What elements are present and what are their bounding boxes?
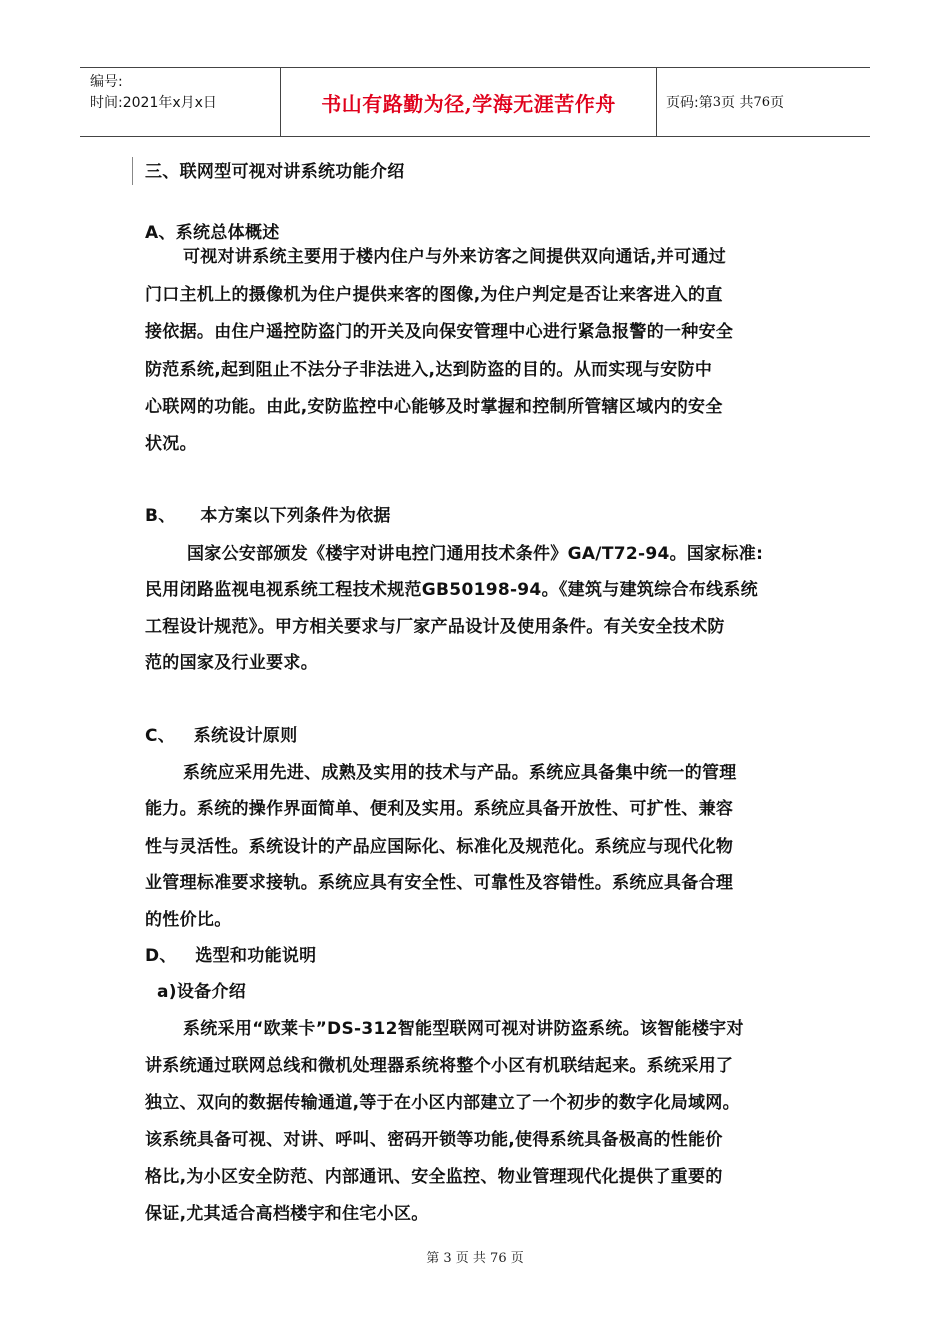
page-suffix: 页	[770, 95, 784, 111]
paragraph-line: 系统采用“欧莱卡”DS-312智能型联网可视对讲防盗系统。该智能楼宇对	[183, 1019, 744, 1039]
paragraph-line: 可视对讲系统主要用于楼内住户与外来访客之间提供双向通话,并可通过	[183, 247, 727, 267]
paragraph-line: 系统应采用先进、成熟及实用的技术与产品。系统应具备集中统一的管理	[183, 763, 737, 783]
paragraph-line: 接依据。由住户遥控防盗门的开关及向保安管理中心进行紧急报警的一种安全	[145, 322, 734, 342]
paragraph-line: 能力。系统的操作界面简单、便利及实用。系统应具备开放性、可扩性、兼容	[145, 799, 734, 819]
paragraph-line: 的性价比。	[145, 910, 232, 930]
paragraph-line: 独立、双向的数据传输通道,等于在小区内部建立了一个初步的数字化局域网。	[145, 1093, 740, 1113]
paragraph-line: 范的国家及行业要求。	[145, 653, 318, 673]
page-mid: 页 共	[721, 95, 754, 111]
paragraph-line: 性与灵活性。系统设计的产品应国际化、标准化及规范化。系统应与现代化物	[145, 837, 734, 857]
heading-b: B、 本方案以下列条件为依据	[145, 506, 391, 526]
paragraph-line: 格比,为小区安全防范、内部通讯、安全监控、物业管理现代化提供了重要的	[145, 1167, 723, 1187]
header-meta	[80, 68, 280, 140]
header-motto: 书山有路勤为径,学海无涯苦作舟	[280, 68, 657, 136]
paragraph-line: 防范系统,起到阻止不法分子非法进入,达到防盗的目的。从而实现与安防中	[145, 360, 713, 380]
paragraph-line: 门口主机上的摄像机为住户提供来客的图像,为住户判定是否让来客进入的直	[145, 285, 723, 305]
paragraph-line: 业管理标准要求接轨。系统应具有安全性、可靠性及容错性。系统应具备合理	[145, 873, 734, 893]
paragraph-line: 状况。	[145, 434, 197, 454]
header-page-number	[656, 68, 870, 136]
serial-label: 编号:	[90, 74, 123, 90]
paragraph-line: 国家公安部颁发《楼宇对讲电控门通用技术条件》GA/T72-94。国家标准:	[187, 544, 764, 564]
paragraph-line: 工程设计规范》。甲方相关要求与厂家产品设计及使用条件。有关安全技术防	[145, 617, 725, 637]
paragraph-line: 心联网的功能。由此,安防监控中心能够及时掌握和控制所管辖区域内的安全	[145, 397, 723, 417]
subheading-a: a)设备介绍	[157, 982, 247, 1002]
page-footer: 第 3 页 共 76 页	[426, 1251, 524, 1266]
page-prefix: 页码:第	[666, 95, 713, 111]
page-num: 3	[712, 94, 721, 110]
date-label: 时间:2021年x月x日	[90, 95, 217, 111]
paragraph-line: 该系统具备可视、对讲、呼叫、密码开锁等功能,使得系统具备极高的性能价	[145, 1130, 723, 1150]
heading-a: A、系统总体概述	[145, 223, 280, 243]
paragraph-line: 讲系统通过联网总线和微机处理器系统将整个小区有机联结起来。系统采用了	[145, 1056, 734, 1076]
page-header	[80, 67, 870, 137]
paragraph-line: 保证,尤其适合高档楼宇和住宅小区。	[145, 1204, 429, 1224]
section-title: 三、联网型可视对讲系统功能介绍	[145, 162, 405, 182]
heading-c: C、 系统设计原则	[145, 726, 298, 746]
heading-d: D、 选型和功能说明	[145, 946, 317, 966]
page-total: 76	[753, 94, 770, 110]
margin-marker	[132, 157, 133, 185]
paragraph-line: 民用闭路监视电视系统工程技术规范GB50198-94。《建筑与建筑综合布线系统	[145, 580, 758, 600]
